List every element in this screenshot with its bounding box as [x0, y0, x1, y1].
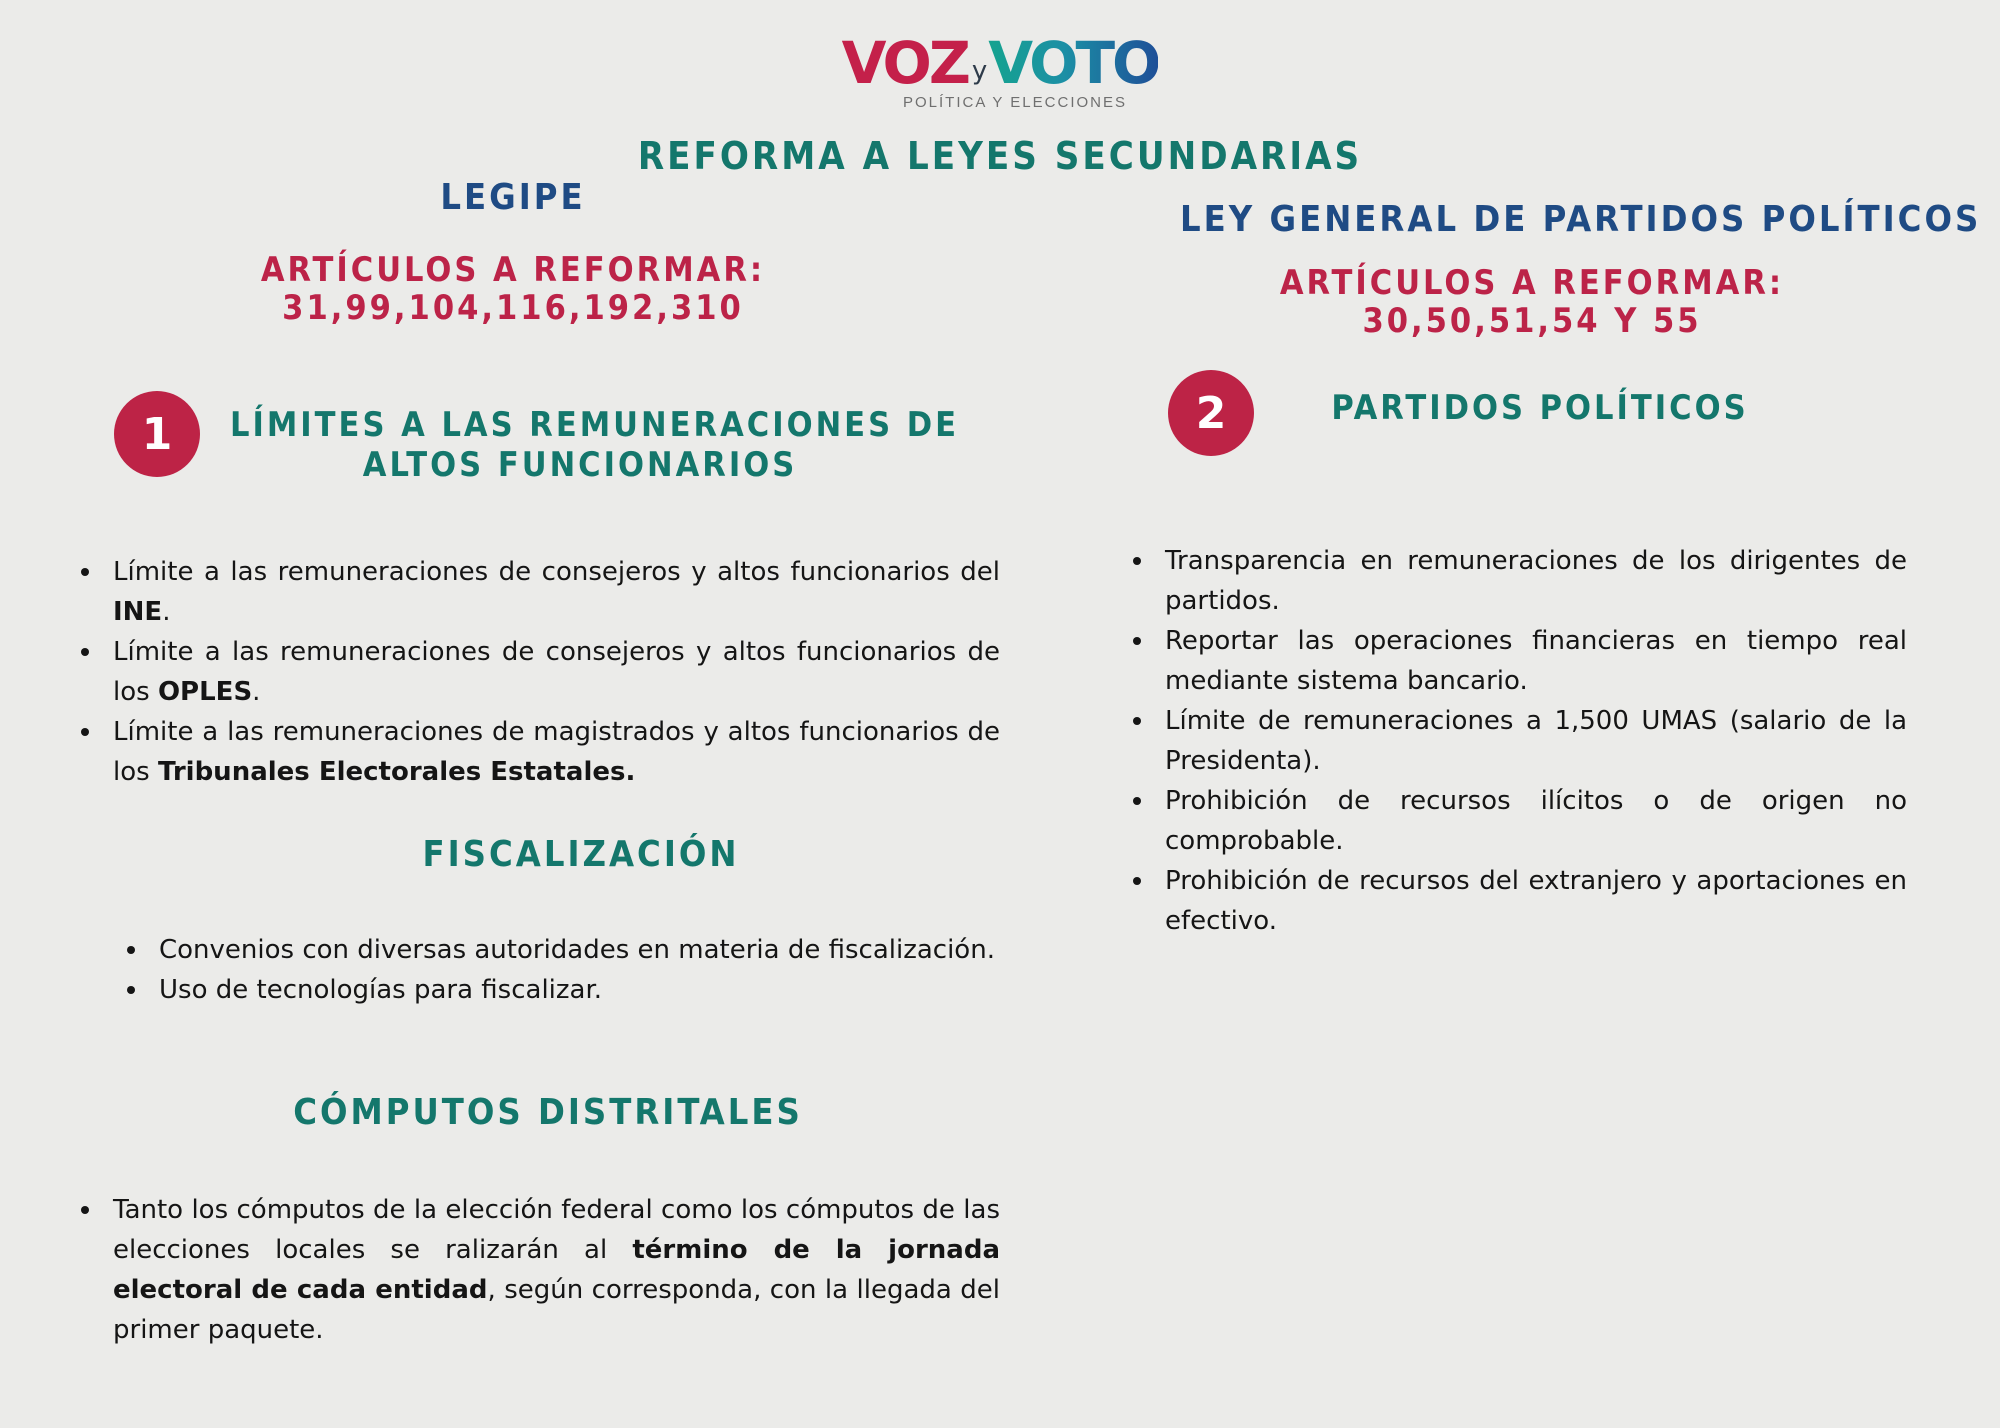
- list-item: Límite a las remuneraciones de magistrados y altos funcionarios de los Tribunales Electorales Estatales.: [113, 712, 1000, 792]
- list-item: Límite a las remuneraciones de consejeros y altos funcionarios de los OPLES.: [113, 632, 1000, 712]
- left-articles-list: 31,99,104,116,192,310: [282, 288, 744, 328]
- list-item: Reportar las operaciones financieras en tiempo real mediante sistema bancario.: [1165, 621, 1907, 701]
- voz-y-voto-logo: [830, 30, 1170, 110]
- logo-connector: y: [971, 56, 988, 86]
- section-2-title: PARTIDOS POLÍTICOS: [1331, 388, 1749, 428]
- partidos-list: [1165, 541, 1907, 941]
- logo-word-voz: VOZ: [841, 29, 968, 97]
- list-item: Prohibición de recursos ilícitos o de origen no comprobable.: [1165, 781, 1907, 861]
- list-item: Límite de remuneraciones a 1,500 UMAS (salario de la Presidenta).: [1165, 701, 1907, 781]
- list-item: Prohibición de recursos del extranjero y aportaciones en efectivo.: [1165, 861, 1907, 941]
- computos-title: CÓMPUTOS DISTRITALES: [293, 1092, 803, 1133]
- logo-tagline: POLÍTICA Y ELECCIONES: [902, 94, 1127, 111]
- list-item: Transparencia en remuneraciones de los dirigentes de partidos.: [1165, 541, 1907, 621]
- list-item: Límite a las remuneraciones de consejeros y altos funcionarios del INE.: [113, 552, 1000, 632]
- remuneraciones-list: [113, 552, 1000, 792]
- right-articles-label: ARTÍCULOS A REFORMAR:: [1279, 263, 1785, 303]
- right-law-title: LEY GENERAL DE PARTIDOS POLÍTICOS: [1180, 199, 1982, 240]
- section-1-title-line2: ALTOS FUNCIONARIOS: [362, 445, 798, 485]
- left-law-title: LEGIPE: [440, 177, 586, 218]
- fiscalizacion-title: FISCALIZACIÓN: [422, 834, 740, 875]
- section-1-number: 1: [141, 408, 173, 460]
- list-item: Convenios con diversas autoridades en materia de fiscalización.: [159, 930, 1039, 970]
- logo-word-voto: VOTO: [988, 29, 1159, 97]
- section-1-badge: [114, 391, 200, 477]
- list-item: Uso de tecnologías para fiscalizar.: [159, 970, 1039, 1010]
- page-title: REFORMA A LEYES SECUNDARIAS: [637, 134, 1363, 178]
- section-1-title-line1: LÍMITES A LAS REMUNERACIONES DE: [230, 405, 960, 445]
- section-2-number: 2: [1195, 387, 1227, 439]
- computos-list: [113, 1190, 1000, 1350]
- left-articles-label: ARTÍCULOS A REFORMAR:: [260, 250, 766, 290]
- list-item: Tanto los cómputos de la elección federal como los cómputos de las elecciones locales se ralizarán al término de la jornada electoral de cada entidad, según corresponda, con la llegada del primer paquete.: [113, 1190, 1000, 1350]
- section-1-title: [230, 405, 960, 485]
- fiscalizacion-list: [159, 930, 1039, 1010]
- right-articles-list: 30,50,51,54 Y 55: [1362, 301, 1702, 341]
